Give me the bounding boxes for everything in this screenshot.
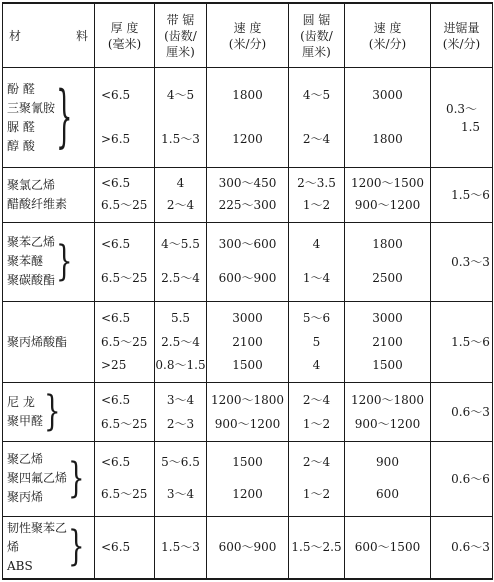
circ-speed-cell [345, 68, 431, 168]
circ-speed-value: 900 [376, 455, 399, 470]
band-speed-value: 1200～1800 [210, 392, 285, 407]
material-name: 聚苯醚 [7, 254, 44, 269]
feed-cell [431, 222, 493, 301]
circ-teeth-value: 4 [312, 237, 321, 252]
band-teeth-value: 2～3 [166, 416, 195, 431]
circ-speed-value: 3000 [372, 88, 403, 103]
band-speed-value: 600～900 [218, 539, 277, 554]
header-thickness [95, 3, 155, 68]
material-name: ABS [7, 558, 33, 573]
group-brace: } [56, 78, 73, 157]
band-teeth-cell [155, 68, 207, 168]
circ-teeth-value: 1～4 [302, 271, 331, 286]
header-row [3, 3, 493, 68]
circ-speed-cell [345, 383, 431, 441]
header-material-part2: 料 [75, 28, 88, 43]
header-band-speed-line1: 速 度 [233, 20, 262, 35]
band-speed-cell [207, 68, 289, 168]
group-brace: } [56, 237, 73, 286]
header-band-teeth [155, 3, 207, 68]
band-speed-value: 300～600 [218, 237, 277, 252]
material-name: 酚 醛 [7, 81, 35, 96]
band-teeth-value: 2.5～4 [161, 334, 200, 349]
circ-speed-value: 600～1500 [354, 539, 421, 554]
header-feed-line2: (米/分) [442, 36, 481, 51]
table-row [3, 222, 493, 301]
band-speed-cell [207, 222, 289, 301]
thickness-value: 6.5～25 [101, 198, 148, 213]
thickness-value: <6.5 [101, 539, 131, 554]
circ-teeth-value: 2～4 [302, 392, 331, 407]
circ-speed-cell [345, 301, 431, 382]
band-teeth-value: 2.5～4 [161, 271, 200, 286]
band-teeth-value: 4～5 [166, 88, 195, 103]
thickness-value: >6.5 [101, 132, 131, 147]
circ-speed-value: 900～1200 [354, 198, 421, 213]
thickness-value: >25 [101, 357, 127, 372]
material-name: 醋酸纤维素 [7, 196, 68, 211]
circ-speed-cell [345, 222, 431, 301]
feed-cell [431, 383, 493, 441]
circ-teeth-value: 1～2 [302, 487, 331, 502]
feed-value: 0.6～6 [451, 471, 490, 486]
header-band-teeth-line1: 带 锯 [166, 12, 195, 27]
circ-teeth-cell [289, 301, 345, 382]
thickness-value: 6.5～25 [101, 487, 148, 502]
thickness-value: 6.5～25 [101, 271, 148, 286]
circ-teeth-value: 2～3.5 [297, 176, 336, 191]
feed-value: 0.6～3 [451, 540, 490, 555]
group-brace: } [44, 388, 61, 436]
feed-cell [431, 441, 493, 516]
circ-speed-value: 1800 [372, 132, 403, 147]
header-thickness-line2: (毫米) [107, 36, 142, 51]
thickness-value: 6.5～25 [101, 416, 148, 431]
header-band-teeth-line2: (齿数/ [164, 28, 197, 43]
band-teeth-value: 4～5.5 [161, 237, 200, 252]
header-band-speed-line2: (米/分) [228, 36, 267, 51]
material-name: 聚丙烯 [7, 490, 44, 505]
feed-cell [431, 68, 493, 168]
header-material [3, 3, 95, 68]
band-teeth-cell [155, 168, 207, 222]
band-speed-cell [207, 383, 289, 441]
band-teeth-cell [155, 441, 207, 516]
thickness-value: <6.5 [101, 176, 131, 191]
material-cell [3, 68, 95, 168]
band-speed-value: 1500 [232, 455, 263, 470]
table-row [3, 168, 493, 222]
thickness-cell [95, 383, 155, 441]
material-name: 聚甲醛 [7, 414, 44, 428]
feed-value: 0.3～ [445, 101, 478, 116]
circ-speed-value: 1800 [372, 237, 403, 252]
band-teeth-value: 5～6.5 [161, 455, 200, 470]
band-speed-value: 225～300 [218, 198, 277, 213]
band-teeth-value: 1.5～3 [161, 132, 200, 147]
feed-value: 1.5～6 [451, 335, 490, 350]
header-circ-speed-line1: 速 度 [373, 20, 402, 35]
header-circ-teeth-line1: 圆 锯 [302, 12, 331, 27]
material-name: 韧性聚苯乙 [7, 520, 68, 535]
thickness-value: 6.5～25 [101, 334, 148, 349]
thickness-cell [95, 516, 155, 579]
circ-teeth-value: 2～4 [302, 132, 331, 147]
thickness-value: <6.5 [101, 455, 131, 470]
feed-value: 1.5～6 [451, 187, 490, 202]
group-brace: } [68, 523, 85, 572]
band-teeth-cell [155, 222, 207, 301]
feed-cell [431, 301, 493, 382]
circ-teeth-cell [289, 68, 345, 168]
band-teeth-cell [155, 301, 207, 382]
circ-teeth-value: 1.5～2.5 [291, 539, 342, 554]
band-teeth-cell [155, 516, 207, 579]
thickness-value: <6.5 [101, 88, 131, 103]
feed-value: 0.3～3 [451, 254, 490, 269]
thickness-cell [95, 441, 155, 516]
material-name: 醇 酸 [7, 138, 35, 153]
header-feed-line1: 进锯量 [443, 20, 480, 35]
group-brace: } [68, 454, 85, 503]
circ-speed-cell [345, 168, 431, 222]
header-band-teeth-line3: 厘米) [166, 44, 195, 59]
circ-speed-cell [345, 441, 431, 516]
feed-value: 1.5 [460, 119, 481, 134]
circ-speed-value: 1200～1800 [350, 392, 425, 407]
circ-speed-cell [345, 516, 431, 579]
band-teeth-cell [155, 383, 207, 441]
material-name: 烯 [7, 539, 20, 554]
header-thickness-line1: 厚 度 [110, 20, 139, 35]
band-speed-cell [207, 301, 289, 382]
circ-teeth-value: 1～2 [302, 416, 331, 431]
table-row [3, 441, 493, 516]
material-name: 脲 醛 [7, 119, 35, 134]
band-speed-value: 600～900 [218, 271, 277, 286]
header-circ-teeth-line2: (齿数/ [300, 28, 333, 43]
circ-teeth-cell [289, 222, 345, 301]
material-cell [3, 516, 95, 579]
material-name: 三聚氰胺 [7, 100, 56, 115]
material-cell [3, 441, 95, 516]
material-cell [3, 168, 95, 222]
circ-teeth-cell [289, 516, 345, 579]
material-name: 聚丙烯酸酯 [7, 334, 68, 349]
thickness-cell [95, 68, 155, 168]
circ-speed-value: 600 [376, 487, 399, 502]
circ-speed-value: 2500 [372, 271, 403, 286]
thickness-cell [95, 168, 155, 222]
table-row [3, 68, 493, 168]
material-name: 聚四氟乙烯 [7, 471, 68, 486]
thickness-cell [95, 222, 155, 301]
band-teeth-value: 3～4 [166, 392, 195, 407]
circ-speed-value: 1200～1500 [350, 176, 425, 191]
header-material-part1: 材 [9, 28, 22, 43]
band-speed-value: 1200 [232, 487, 263, 502]
circ-teeth-value: 2～4 [302, 455, 331, 470]
thickness-value: <6.5 [101, 237, 131, 252]
band-teeth-value: 3～4 [166, 487, 195, 502]
sawing-parameters-table [2, 2, 493, 580]
material-name: 聚乙烯 [7, 452, 44, 467]
material-cell [3, 383, 95, 441]
band-teeth-value: 0.8～1.5 [155, 357, 206, 372]
circ-teeth-cell [289, 383, 345, 441]
band-speed-cell [207, 168, 289, 222]
header-circ-speed-line2: (米/分) [368, 36, 407, 51]
circ-teeth-cell [289, 441, 345, 516]
thickness-cell [95, 301, 155, 382]
band-speed-value: 2100 [232, 334, 263, 349]
band-speed-value: 1200 [232, 132, 263, 147]
header-circ-teeth-line3: 厘米) [302, 44, 331, 59]
band-teeth-value: 5.5 [170, 311, 191, 326]
circ-speed-value: 2100 [372, 334, 403, 349]
header-circ-speed [345, 3, 431, 68]
material-name: 聚氯乙烯 [7, 177, 56, 192]
header-band-speed [207, 3, 289, 68]
material-cell [3, 301, 95, 382]
circ-teeth-cell [289, 168, 345, 222]
material-cell [3, 222, 95, 301]
feed-cell [431, 168, 493, 222]
circ-speed-value: 1500 [372, 357, 403, 372]
circ-teeth-value: 1～2 [302, 198, 331, 213]
header-circ-teeth [289, 3, 345, 68]
band-teeth-value: 4 [176, 176, 185, 191]
header-feed [431, 3, 493, 68]
band-speed-cell [207, 516, 289, 579]
band-speed-value: 1500 [232, 357, 263, 372]
material-name: 尼 龙 [7, 395, 35, 409]
table-row [3, 516, 493, 579]
band-teeth-value: 1.5～3 [161, 539, 200, 554]
circ-teeth-value: 4～5 [302, 88, 331, 103]
thickness-value: <6.5 [101, 392, 131, 407]
band-speed-cell [207, 441, 289, 516]
material-name: 聚苯乙烯 [7, 235, 56, 250]
circ-speed-value: 900～1200 [354, 416, 421, 431]
band-speed-value: 3000 [232, 311, 263, 326]
circ-teeth-value: 5 [312, 334, 321, 349]
circ-speed-value: 3000 [372, 311, 403, 326]
table-row [3, 383, 493, 441]
band-speed-value: 300～450 [218, 176, 277, 191]
circ-teeth-value: 4 [312, 357, 321, 372]
feed-value: 0.6～3 [451, 405, 490, 419]
band-teeth-value: 2～4 [166, 198, 195, 213]
band-speed-value: 900～1200 [214, 416, 281, 431]
circ-teeth-value: 5～6 [302, 311, 331, 326]
band-speed-value: 1800 [232, 88, 263, 103]
table-row [3, 301, 493, 382]
thickness-value: <6.5 [101, 311, 131, 326]
feed-cell [431, 516, 493, 579]
material-name: 聚碳酸酯 [7, 273, 56, 288]
